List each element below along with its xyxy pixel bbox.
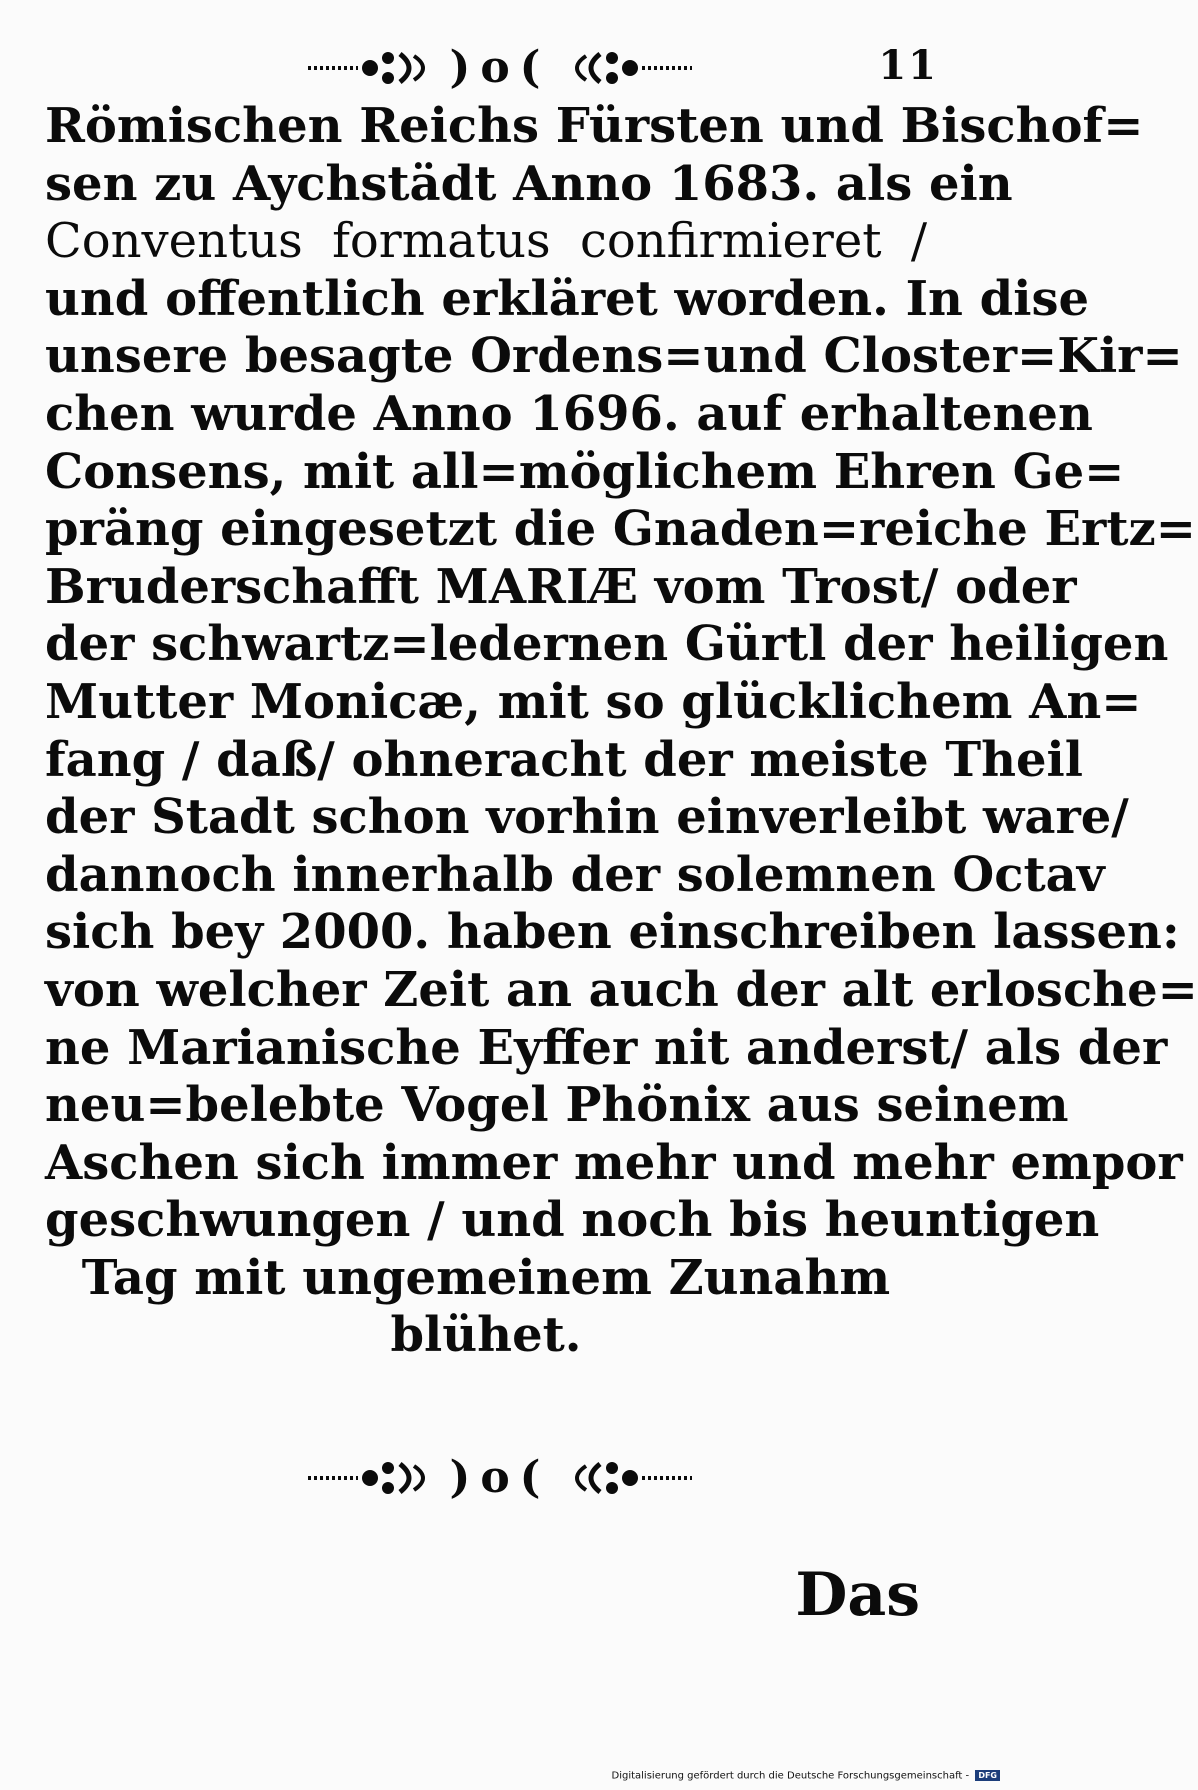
page-number: 11 <box>878 42 938 89</box>
left-fleuron-icon <box>308 48 438 88</box>
body-text <box>45 98 1198 1365</box>
text-line: neu=belebte Vogel Phönix aus seinem <box>45 1077 1069 1134</box>
text-line: von welcher Zeit an auch der alt erlosche= <box>45 961 1198 1018</box>
dfg-logo-icon: DFG <box>975 1770 1000 1781</box>
footer-text: Digitalisierung gefördert durch die Deutsche Forschungsgemeinschaft - <box>611 1770 970 1782</box>
text-line: und offentlich erkläret worden. In dise <box>45 270 1089 327</box>
text-line: der Stadt schon vorhin einverleibt ware/ <box>45 789 1129 846</box>
text-line: Römischen Reichs Fürsten und Bischof= <box>45 98 1144 154</box>
header-ornament <box>0 42 1000 102</box>
text-line: präng eingesetzt die Gnaden=reiche Ertz= <box>45 501 1196 558</box>
text-line: blühet. <box>390 1307 582 1364</box>
text-line: dannoch innerhalb der solemnen Octav <box>45 846 1105 903</box>
ornament-text: )o( <box>449 42 551 93</box>
footer-ornament <box>0 1452 1000 1512</box>
text-line: ne Marianische Eyffer nit anderst/ als der <box>45 1019 1168 1076</box>
text-line: Mutter Monicæ, mit so glücklichem An= <box>45 673 1142 730</box>
catchword: Das <box>795 1560 920 1630</box>
text-line: sich bey 2000. haben einschreiben lassen: <box>45 904 1180 961</box>
text-line: chen wurde Anno 1696. auf erhaltenen <box>45 385 1093 442</box>
text-line: der schwartz=ledernen Gürtl der heiligen <box>45 616 1169 673</box>
left-fleuron-icon <box>308 1458 438 1498</box>
ornament-text: )o( <box>449 1452 551 1503</box>
text-line: Tag mit ungemeinem Zunahm <box>81 1249 891 1306</box>
text-line: sen zu Aychstädt Anno 1683. als ein <box>45 155 1013 212</box>
text-line: fang / daß/ ohneracht der meiste Theil <box>45 731 1084 788</box>
digitization-credit <box>600 1770 1000 1790</box>
text-line: Conventus formatus confirmieret / <box>45 213 927 270</box>
text-line: Aschen sich immer mehr und mehr empor <box>45 1134 1183 1191</box>
text-line: geschwungen / und noch bis heuntigen <box>45 1192 1100 1249</box>
text-line: unsere besagte Ordens=und Closter=Kir= <box>45 328 1183 385</box>
right-fleuron-icon <box>562 48 692 88</box>
text-line: Consens, mit all=möglichem Ehren Ge= <box>45 443 1125 500</box>
right-fleuron-icon <box>562 1458 692 1498</box>
text-line: Bruderschafft MARIÆ vom Trost/ oder <box>45 558 1077 615</box>
